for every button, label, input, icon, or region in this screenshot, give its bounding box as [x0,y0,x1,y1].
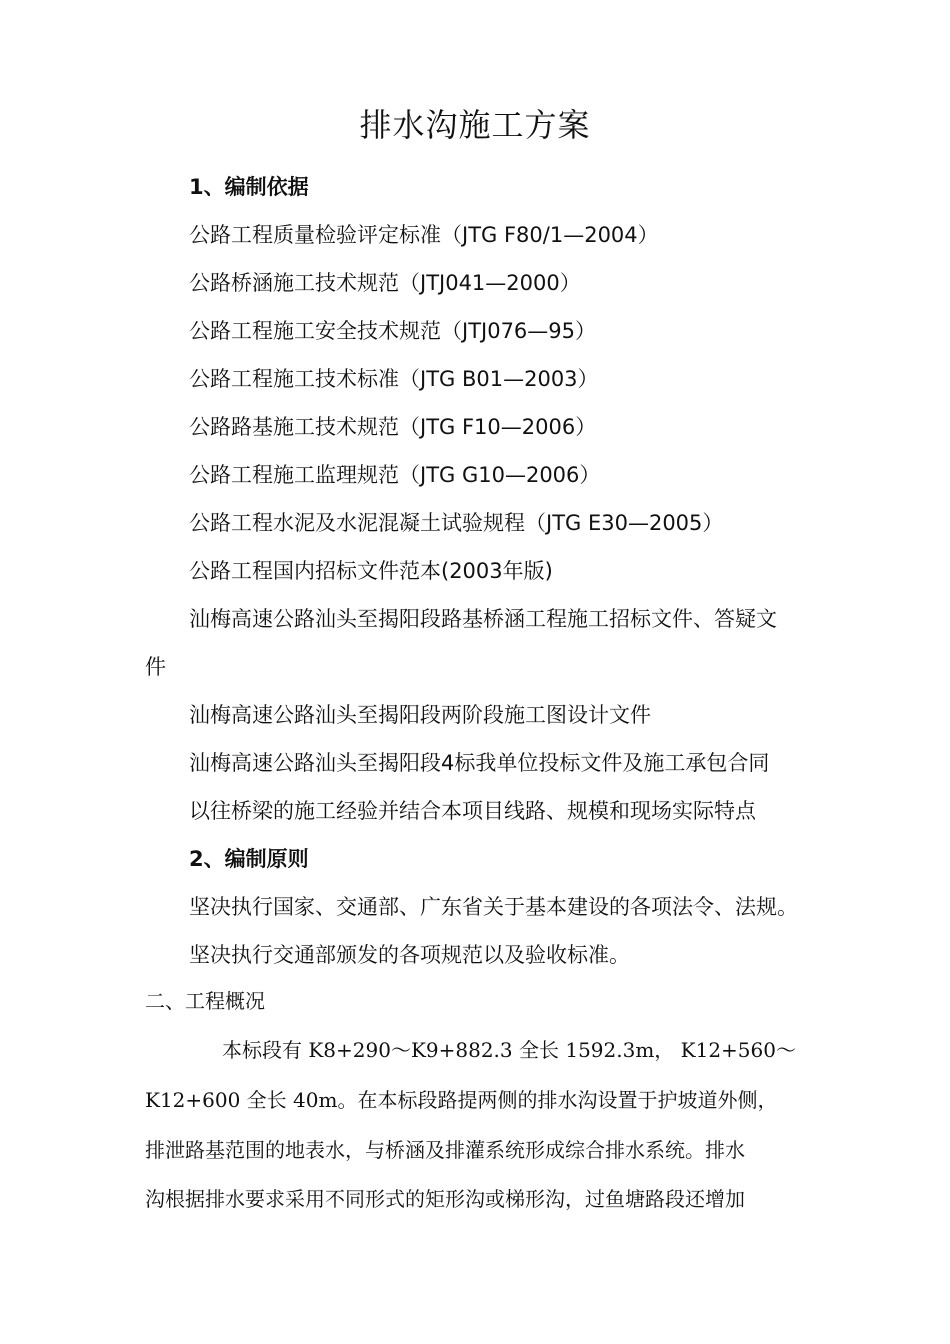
basis-item: 公路工程国内招标文件范本(2003年版) [189,559,553,583]
basis-item: 汕梅高速公路汕头至揭阳段4标我单位投标文件及施工承包合同 [189,751,770,775]
overview-paragraph-line: K12+600 全长 40m。在本标段路提两侧的排水沟设置于护坡道外侧， [145,1088,778,1112]
basis-item: 公路桥涵施工技术规范（JTJ041—2000） [189,271,581,295]
principle-item: 坚决执行交通部颁发的各项规范以及验收标准。 [189,943,630,967]
section-heading-basis: 1、编制依据 [189,175,309,199]
basis-item: 公路工程施工技术标准（JTG B01—2003） [189,367,599,391]
section-heading-overview: 二、工程概况 [145,989,265,1013]
section-heading-principles: 2、编制原则 [189,847,309,871]
basis-item: 公路工程质量检验评定标准（JTG F80/1—2004） [189,223,659,247]
basis-item: 汕梅高速公路汕头至揭阳段路基桥涵工程施工招标文件、答疑文 [189,607,777,631]
basis-item: 以往桥梁的施工经验并结合本项目线路、规模和现场实际特点 [189,799,756,823]
basis-item: 公路工程施工监理规范（JTG G10—2006） [189,463,601,487]
overview-paragraph-line: 沟根据排水要求采用不同形式的矩形沟或梯形沟，过鱼塘路段还增加 [145,1187,745,1211]
overview-paragraph-line: 本标段有 K8+290～K9+882.3 全长 1592.3m， K12+560～ [222,1038,796,1062]
basis-item: 公路路基施工技术规范（JTG F10—2006） [189,415,597,439]
basis-item: 汕梅高速公路汕头至揭阳段两阶段施工图设计文件 [189,703,651,727]
document-title: 排水沟施工方案 [359,106,591,144]
basis-item: 公路工程水泥及水泥混凝土试验规程（JTG E30—2005） [189,511,724,535]
principle-item: 坚决执行国家、交通部、广东省关于基本建设的各项法令、法规。 [189,895,798,919]
overview-paragraph-line: 排泄路基范围的地表水，与桥涵及排灌系统形成综合排水系统。排水 [145,1138,745,1162]
basis-item-continuation: 件 [145,655,166,679]
basis-item: 公路工程施工安全技术规范（JTJ076—95） [189,319,597,343]
